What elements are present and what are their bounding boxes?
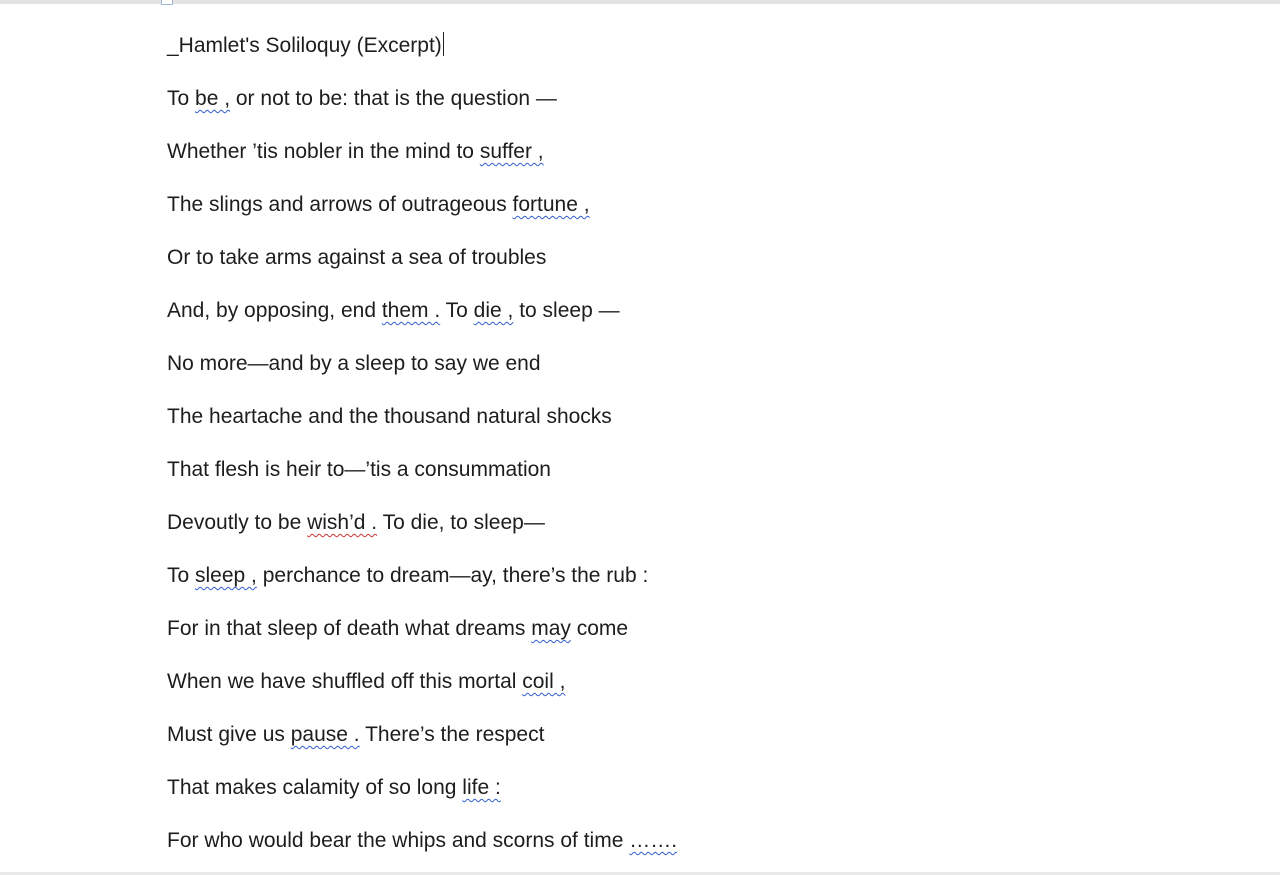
flagged-word[interactable]: coil ,	[522, 670, 566, 693]
poem-line-9[interactable]	[167, 503, 1067, 556]
line-text: And, by opposing, end	[167, 299, 382, 322]
line-text: to sleep —	[513, 299, 620, 322]
flagged-word[interactable]: …….	[629, 829, 678, 852]
line-text: When we have shuffled off this mortal	[167, 670, 523, 693]
poem-line-3[interactable]	[167, 185, 1067, 238]
line-text: To die, to sleep—	[377, 511, 545, 534]
line-text: come	[570, 617, 629, 640]
line-text: The heartache and the thousand natural shocks	[167, 405, 612, 428]
flagged-word[interactable]: sleep ,	[195, 564, 257, 587]
poem-line-2[interactable]	[167, 132, 1067, 185]
poem-line-6[interactable]	[167, 344, 1067, 397]
poem-line-8[interactable]	[167, 450, 1067, 503]
top-ruler-edge	[0, 0, 1280, 4]
line-text: perchance to dream—ay, there’s the rub :	[256, 564, 649, 587]
document-body[interactable]	[167, 26, 1067, 874]
flagged-word[interactable]: may	[531, 617, 571, 640]
line-text: The slings and arrows of outrageous	[167, 193, 513, 216]
text-cursor	[443, 32, 444, 56]
line-text: No more—and by a sleep to say we end	[167, 352, 541, 375]
margin-corner-marker	[161, 0, 173, 5]
line-text: or not to be: that is the question —	[230, 87, 557, 110]
flagged-word[interactable]: them .	[381, 299, 441, 322]
poem-line-7[interactable]	[167, 397, 1067, 450]
line-text: Must give us	[167, 723, 291, 746]
line-text: To	[440, 299, 474, 322]
misspelled-word[interactable]: wish’d .	[307, 511, 378, 534]
poem-line-11[interactable]	[167, 609, 1067, 662]
document-title-line[interactable]	[167, 26, 1067, 79]
line-text: There’s the respect	[359, 723, 545, 746]
poem-line-4[interactable]	[167, 238, 1067, 291]
flagged-word[interactable]: fortune ,	[512, 193, 590, 216]
flagged-word[interactable]: die ,	[473, 299, 514, 322]
poem-line-13[interactable]	[167, 715, 1067, 768]
line-text: To	[167, 564, 196, 587]
line-text: That flesh is heir to—’tis a consummation	[167, 458, 551, 481]
poem-line-14[interactable]	[167, 768, 1067, 821]
line-text: To	[167, 87, 196, 110]
flagged-word[interactable]: life :	[462, 776, 501, 799]
poem-line-1[interactable]	[167, 79, 1067, 132]
poem-line-12[interactable]	[167, 662, 1067, 715]
flagged-word[interactable]: pause .	[290, 723, 360, 746]
line-text: Devoutly to be	[167, 511, 308, 534]
line-text: For who would bear the whips and scorns of time	[167, 829, 630, 852]
poem-line-10[interactable]	[167, 556, 1067, 609]
poem-line-15[interactable]	[167, 821, 1067, 874]
flagged-word[interactable]: be ,	[195, 87, 231, 110]
flagged-word[interactable]: suffer ,	[479, 140, 544, 163]
line-text: For in that sleep of death what dreams	[167, 617, 532, 640]
line-text: Or to take arms against a sea of troubles	[167, 246, 547, 269]
poem-line-5[interactable]	[167, 291, 1067, 344]
document-title: _Hamlet's Soliloquy (Excerpt)	[167, 34, 442, 57]
line-text: That makes calamity of so long	[167, 776, 463, 799]
line-text: Whether ’tis nobler in the mind to	[167, 140, 480, 163]
